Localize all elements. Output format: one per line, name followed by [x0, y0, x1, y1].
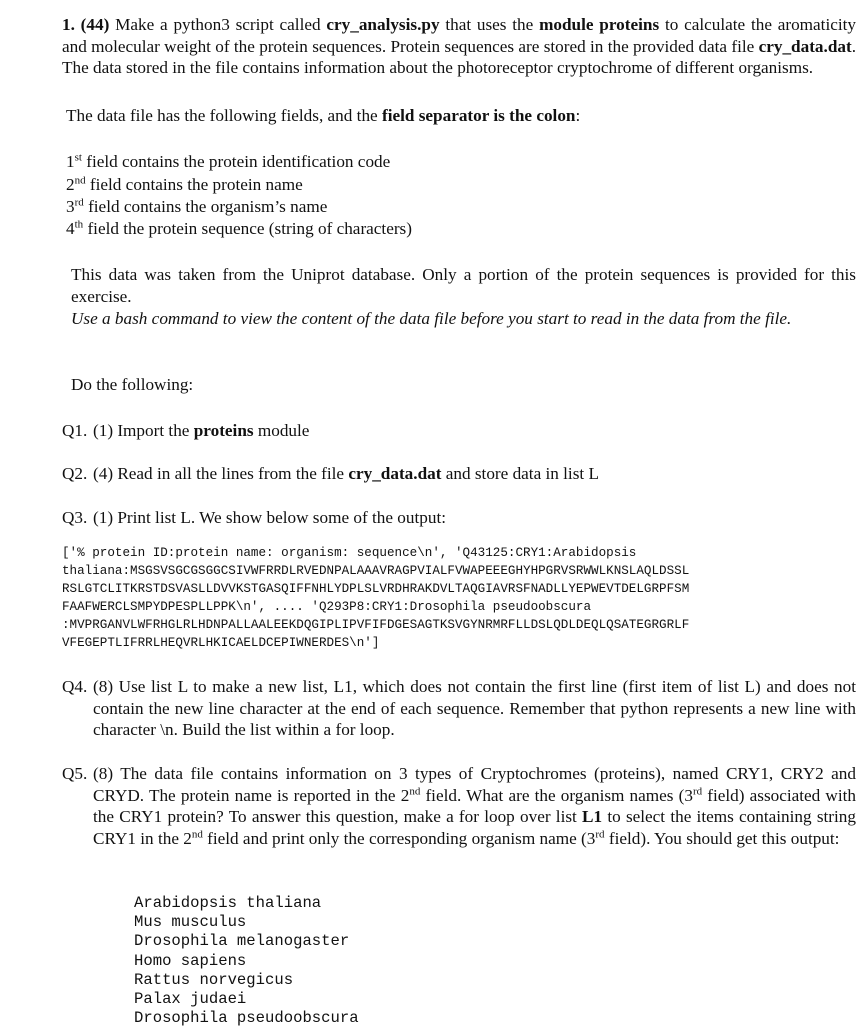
problem-intro [62, 14, 856, 79]
separator-phrase: field separator is the colon [381, 106, 576, 125]
output-line: Mus musculus [134, 913, 247, 931]
question-number: Q5. [62, 764, 88, 783]
question-q4: Q4. (8) Use list L to make a new list, L1, which does not contain the first line (first item of list L) and does not contain the new line character at the end of each sequence. Remember that python represents a new line with character \n. Build the list within a for loop. [62, 677, 856, 739]
field-item: 3rd field contains the organism’s name [66, 196, 328, 216]
script-name: cry_analysis.py [326, 15, 440, 34]
intro-text-3: to calculate the aromaticity and molecular weight of the protein sequences. Protein sequences are stored in the provided data file [62, 15, 856, 56]
field-item: 2nd field contains the protein name [66, 174, 303, 194]
code-line: ['% protein ID:protein name: organism: sequence\n', 'Q43125:CRY1:Arabidopsis [62, 546, 637, 560]
question-number: Q1. [62, 421, 88, 440]
bash-note: Use a bash command to view the content of the data file before you start to read in the data from the file. [71, 309, 792, 328]
intro-text-1: Make a python3 script called [109, 15, 327, 34]
intro-text-2: that uses the [439, 15, 540, 34]
question-q3: Q3. (1) Print list L. We show below some of the output: [62, 508, 446, 527]
module-phrase: module proteins [539, 15, 660, 34]
data-file-name: cry_data.dat [758, 36, 852, 56]
output-line: Drosophila melanogaster [134, 932, 350, 950]
output-line: Arabidopsis thaliana [134, 894, 322, 912]
code-line: RSLGTCLITKRSTDSVASLLDVVKSTGASQIFFNHLYDPLSLVRDHRAKDVLTAQGIAVRSFNADLLYEPWEVTDELGRPFSM [62, 582, 690, 596]
question-number: Q2. [62, 464, 88, 483]
intro-text-4: . The data stored in the file contains information about the photoreceptor cryptochrome of different organisms. [62, 36, 856, 77]
code-line: :MVPRGANVLWFRHGLRLHDNPALLAALEEKDQGIPLIPVFIFDGESAGTKSVGYNRMRFLLDSLQDLDEQLQSATEGRGRLF [62, 618, 690, 632]
fields-intro: The data file has the following fields, and the field separator is the colon: [66, 106, 581, 125]
question-number: Q4. [62, 677, 88, 696]
problem-number: 1. (44) [62, 15, 110, 34]
output-line: Rattus norvegicus [134, 971, 294, 989]
question-q1: Q1. (1) Import the proteins module [62, 421, 310, 440]
output-line: Homo sapiens [134, 952, 247, 970]
output-line: Palax judaei [134, 990, 247, 1008]
uniprot-note: This data was taken from the Uniprot database. Only a portion of the protein sequences is provided for this exercise. [71, 265, 856, 306]
code-line: VFEGEPTLIFRRLHEQVRLHKICAELDCEPIWNERDES\n'] [62, 636, 380, 650]
do-following-heading: Do the following: [71, 375, 194, 394]
code-line: thaliana:MSGSVSGCGSGGCSIVWFRRDLRVEDNPALAAAVRAGPVIALFVWAPEEEGHYHPGRVSRWWLKNSLAQLDSSL [62, 564, 690, 578]
question-q2: Q2. (4) Read in all the lines from the file cry_data.dat and store data in list L [62, 464, 599, 483]
field-item: 4th field the protein sequence (string of characters) [66, 218, 412, 238]
code-line: FAAFWERCLSMPYDPESPLLPPK\n', .... 'Q293P8:CRY1:Drosophila pseudoobscura [62, 600, 592, 614]
field-item: 1st field contains the protein identification code [66, 151, 391, 171]
output-line: Drosophila pseudoobscura [134, 1009, 359, 1027]
question-number: Q3. [62, 508, 88, 527]
question-q5: Q5. (8) The data file contains information on 3 types of Cryptochromes (proteins), named CRY1, CRY2 and CRYD. The protein name is reported in the 2nd field. What are the organism names (3rd field) associated with the CRY1 protein? To answer this question, make a for loop over list L1 to select the items containing string CRY1 in the 2nd field and print only the corresponding organism name (3rd field). You should get this output: [62, 764, 856, 848]
